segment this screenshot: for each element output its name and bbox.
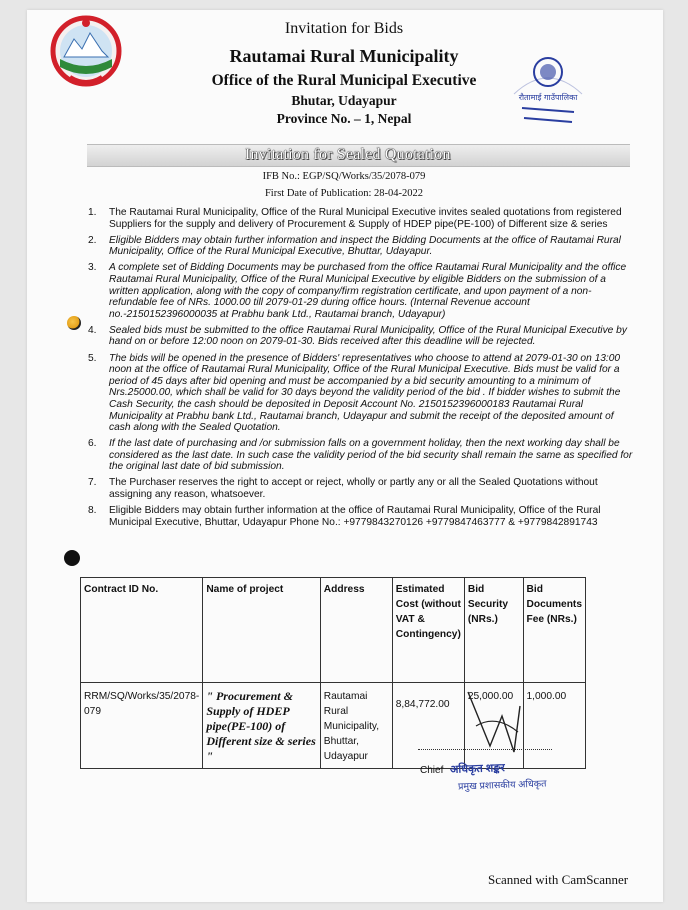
item-number: 3. xyxy=(88,262,97,274)
office-location: Bhutar, Udayapur xyxy=(291,93,397,108)
cell-bid-security: 25,000.00 xyxy=(464,683,523,769)
item-text: Eligible Bidders may obtain further information at the office of Rautamai Rural Municipality, Office of the Rural Municipal Executive, Bhuttar, Udayapur Phone No.: +9779843270126 +9779847463777 & +9779842891743 xyxy=(109,505,601,528)
cell-estimated-cost: 8,84,772.00 xyxy=(392,683,464,769)
item-number: 5. xyxy=(88,352,97,364)
cell-project-name: " Procurement & Supply of HDEP pipe(PE-100) of Different size & series " xyxy=(203,683,320,769)
ifb-number: IFB No.: EGP/SQ/Works/35/2078-079 xyxy=(262,171,426,182)
item-number: 7. xyxy=(88,477,97,489)
signature-stamp-line2: प्रमुख प्रशासकीय अधिकृत xyxy=(457,778,547,793)
province-line: Province No. – 1, Nepal xyxy=(276,111,412,126)
signature-stamp-line1: अधिकृत शङ्कर xyxy=(449,762,505,776)
item-text: If the last date of purchasing and /or submission falls on a government holiday, then the next working day shall be considered as the last date. In such case the validity period of the bid security shall remain the same as specified for the original last date of bid submission. xyxy=(109,438,633,473)
item-number: 1. xyxy=(88,207,97,218)
signatory-title: Chief xyxy=(420,765,444,776)
banner-title: Invitation for Sealed Quotation xyxy=(245,146,451,163)
col-bid-security: Bid Security (NRs.) xyxy=(464,578,523,683)
item-text: A complete set of Bidding Documents may be purchased from the office Rautamai Rural Municipality and the office Rautamai Rural Municipality, Office of the Rural Municipal Executive by eligible Bidders on the submission of a written application, along with the copy of company/firm registration certificate, and upon payment of a non-refundable fee of NRs. 1000.00 till 2079-01-29 during office hours. (Internal Revenue account no.-2150152396000035 at Prabhu bank Ltd., Rautamai branch, Udayapur) xyxy=(109,262,627,320)
list-item xyxy=(88,207,633,230)
list-item xyxy=(88,353,633,434)
cell-contract-id: RRM/SQ/Works/35/2078-079 xyxy=(81,683,203,769)
list-item xyxy=(88,262,633,320)
cell-document-fee: 1,000.00 xyxy=(523,683,585,769)
bullet-dot-icon xyxy=(64,550,80,566)
municipality-name: Rautamai Rural Municipality xyxy=(229,46,459,66)
col-contract-id: Contract ID No. xyxy=(81,578,203,683)
col-estimated-cost: Estimated Cost (without VAT & Contingency) xyxy=(392,578,464,683)
scanner-marker-icon xyxy=(67,316,81,330)
list-item xyxy=(88,438,633,473)
seal-text: रौतामाई गाउँपालिका xyxy=(518,93,578,102)
list-item xyxy=(88,325,633,348)
item-text: The Purchaser reserves the right to accept or reject, wholly or partly any or all the Sealed Quotations without assigning any reason, whatsoever. xyxy=(109,477,598,501)
first-publication-date: First Date of Publication: 28-04-2022 xyxy=(264,188,424,199)
col-document-fee: Bid Documents Fee (NRs.) xyxy=(523,578,585,683)
cell-address: Rautamai Rural Municipality, Bhuttar, Udayapur xyxy=(320,683,392,769)
signature-line xyxy=(418,749,552,750)
col-project-name: Name of project xyxy=(203,578,320,683)
scanner-watermark: Scanned with CamScanner xyxy=(488,872,629,887)
item-number: 2. xyxy=(88,234,97,246)
item-text: Eligible Bidders may obtain further information and inspect the Bidding Documents at the office of Rautamai Rural Municipality, Office of the Rural Municipal Executive, Bhuttar, Udayapur. xyxy=(109,234,621,258)
banner-bar xyxy=(87,144,630,167)
office-name: Office of the Rural Municipal Executive xyxy=(211,72,477,89)
list-item xyxy=(88,477,633,500)
item-text: Sealed bids must be submitted to the office Rautamai Rural Municipality, Office of the Rural Municipal Executive by hand on or before 12:00 noon on 2079-01-30. Bids received after this deadline will be rejected. xyxy=(109,324,627,348)
item-text: The bids will be opened in the presence of Bidders' representatives who choose to attend at 2079-01-30 on 13:00 noon at the office of Rautamai Rural Municipality, Office of the Rural Municipal Executive. Bids must be valid for a period of 45 days after bid opening and must be accompanied by a bid security amounting to a minimum of Nrs.25000.00, which shall be valid for 30 days beyond the validity period of the bid . If bidder wishes to submit the Cash Security, the cash should be deposited in Deposit Account No. 2150152396000183 Rautamai Rural Municipality at Prabhu bank Ltd., Rautamai branch, Udayapur and submit the receipt of the deposited amount of cash along with the Sealed Quotation. xyxy=(109,352,621,434)
item-number: 6. xyxy=(88,438,97,450)
item-text: The Rautamai Rural Municipality, Office of the Rural Municipal Executive invites sealed quotations from registered Suppliers for the supply and delivery of Procurement & Supply of HDEP pipe(PE-100) of Different size & series xyxy=(109,207,622,230)
col-address: Address xyxy=(320,578,392,683)
table-header-row xyxy=(81,578,586,683)
municipality-seal-stamp xyxy=(508,42,588,130)
notice-items xyxy=(88,207,633,533)
document-title: Invitation for Bids xyxy=(284,20,404,37)
item-number: 4. xyxy=(88,324,97,336)
item-number: 8. xyxy=(88,505,97,517)
list-item xyxy=(88,505,633,528)
signature-scribble xyxy=(462,686,532,766)
list-item xyxy=(88,235,633,258)
